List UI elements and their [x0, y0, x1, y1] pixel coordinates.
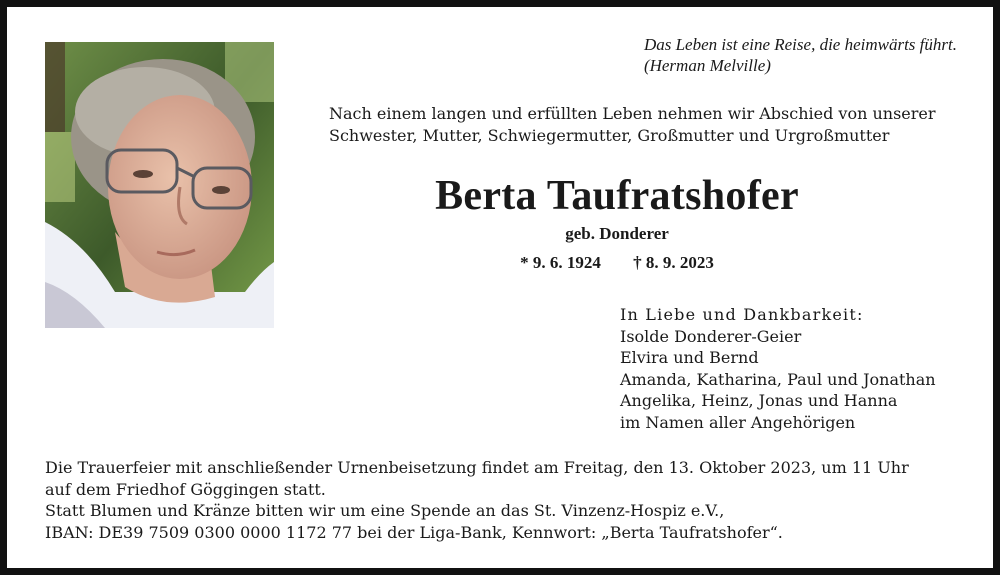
- death-date: † 8. 9. 2023: [633, 253, 714, 272]
- epigraph-quote: [644, 34, 957, 76]
- deceased-name: Berta Taufratshofer: [435, 173, 799, 219]
- donation-line: Statt Blumen und Kränze bitten wir um eine Spende an das St. Vinzenz-Hospiz e.V.,: [45, 501, 725, 520]
- maiden-name: geb. Donderer: [565, 224, 669, 243]
- mourner-entry: Isolde Donderer-Geier: [620, 326, 802, 346]
- mourner-entry: Amanda, Katharina, Paul und Jonathan: [620, 369, 936, 389]
- portrait-photo: [45, 42, 274, 328]
- mourner-entry: im Namen aller Angehörigen: [620, 412, 856, 432]
- portrait-illustration: [45, 42, 274, 328]
- intro-text: [329, 103, 969, 147]
- mourners-heading: In Liebe und Dankbarkeit:: [620, 305, 864, 324]
- intro-line: Nach einem langen und erfüllten Leben nehmen wir Abschied von unserer: [329, 104, 936, 123]
- intro-line: Schwester, Mutter, Schwiegermutter, Großmutter und Urgroßmutter: [329, 126, 890, 145]
- birth-date: * 9. 6. 1924: [520, 253, 601, 272]
- quote-author: (Herman Melville): [643, 56, 771, 75]
- mourner-entry: Angelika, Heinz, Jonas und Hanna: [620, 391, 898, 410]
- bank-details-line: IBAN: DE39 7509 0300 0000 1172 77 bei der Liga-Bank, Kennwort: „Berta Taufratshofer“.: [45, 522, 783, 542]
- funeral-line: Die Trauerfeier mit anschließender Urnenbeisetzung findet am Freitag, den 13. Oktober 2023, um 11 Uhr: [45, 458, 909, 477]
- mourner-entry: Elvira und Bernd: [620, 348, 759, 367]
- funeral-details: [45, 457, 985, 543]
- quote-text: Das Leben ist eine Reise, die heimwärts führt.: [643, 35, 957, 54]
- life-dates: [307, 252, 927, 274]
- mourners-list: [620, 304, 990, 433]
- funeral-line: auf dem Friedhof Göggingen statt.: [45, 479, 326, 499]
